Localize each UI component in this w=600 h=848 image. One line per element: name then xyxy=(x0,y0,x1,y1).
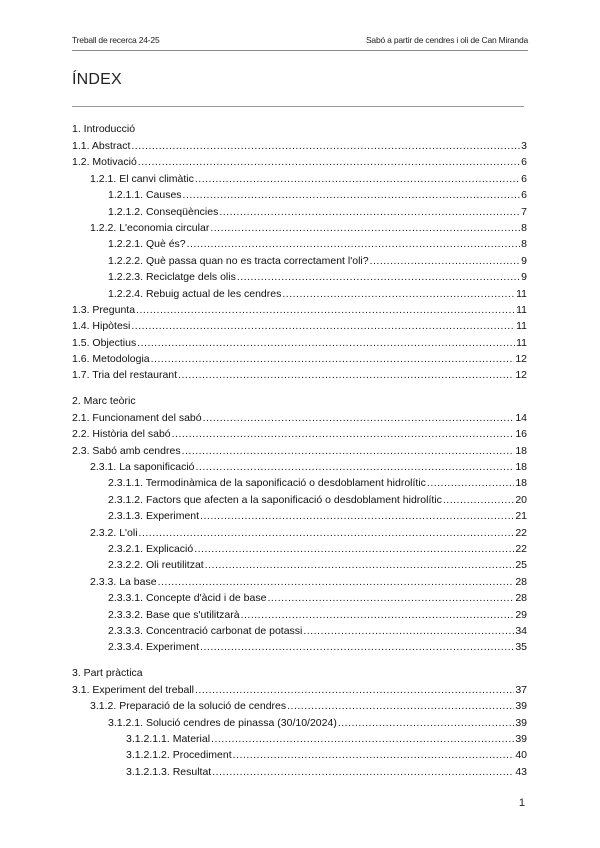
toc-entry[interactable] xyxy=(72,508,527,524)
toc-dot-leader xyxy=(233,747,515,763)
toc-entry-label: 1.2.2.4. Rebuig actual de les cendres xyxy=(108,287,282,300)
toc-entry[interactable] xyxy=(72,138,527,154)
toc-dot-leader xyxy=(138,154,520,170)
toc-entry-label: 1.2.1.1. Causes xyxy=(108,189,182,202)
toc-entry-page: 35 xyxy=(515,641,527,654)
toc-entry-label: 1.2.2. L'economia circular xyxy=(90,221,210,234)
toc-entry[interactable] xyxy=(72,286,527,302)
toc-entry-label: 2.1. Funcionament del sabó xyxy=(72,411,202,424)
toc-entry[interactable] xyxy=(72,682,527,698)
toc-entry[interactable] xyxy=(72,731,527,747)
toc-entry-page: 22 xyxy=(515,542,527,555)
page-header xyxy=(72,35,528,49)
toc-entry-label: 1.7. Tria del restaurant xyxy=(72,369,178,382)
section-spacer xyxy=(72,656,527,665)
toc-entry-label: 2.3.3.1. Concepte d'àcid i de base xyxy=(108,592,267,605)
page-number: 1 xyxy=(518,797,525,809)
toc-dot-leader xyxy=(203,410,515,426)
toc-entry[interactable] xyxy=(72,764,527,780)
toc-dot-leader xyxy=(196,459,515,475)
toc-dot-leader xyxy=(303,623,514,639)
toc-entry-label: 3.1.2.1.1. Material xyxy=(126,732,211,745)
toc-entry[interactable] xyxy=(72,187,527,203)
toc-entry-label: 1.5. Objectius xyxy=(72,336,137,349)
toc-entry-page: 25 xyxy=(515,559,527,572)
toc-entry-page: 21 xyxy=(515,510,527,523)
toc-dot-leader xyxy=(370,253,521,269)
toc-entry[interactable] xyxy=(72,607,527,623)
toc-entry[interactable] xyxy=(72,698,527,714)
toc-entry-label: 2.3.1.2. Factors que afecten a la saponificació o desdoblament hidrolític xyxy=(108,493,442,506)
toc-entry-page: 12 xyxy=(515,353,527,366)
toc-entry-page: 11 xyxy=(516,320,527,333)
toc-dot-leader xyxy=(137,335,515,351)
toc-entry-page: 28 xyxy=(515,592,527,605)
toc-entry-page: 6 xyxy=(521,189,527,202)
toc-dot-leader xyxy=(212,764,514,780)
toc-dot-leader xyxy=(172,426,515,442)
toc-dot-leader xyxy=(338,715,514,731)
toc-dot-leader xyxy=(443,492,514,508)
toc-entry[interactable] xyxy=(72,426,527,442)
toc-entry-label: 1.2.1.2. Conseqüències xyxy=(108,205,219,218)
toc-entry-label: 2.2. Història del sabó xyxy=(72,428,171,441)
toc-dot-leader xyxy=(211,731,514,747)
toc-entry[interactable] xyxy=(72,367,527,383)
toc-dot-leader xyxy=(200,508,514,524)
toc-entry-page: 20 xyxy=(515,493,527,506)
toc-dot-leader xyxy=(178,367,514,383)
toc-entry-page: 28 xyxy=(515,575,527,588)
toc-dot-leader xyxy=(200,639,514,655)
toc-entry-page: 34 xyxy=(515,624,527,637)
toc-entry-page: 9 xyxy=(521,271,527,284)
toc-entry[interactable] xyxy=(72,590,527,606)
toc-dot-leader xyxy=(183,187,521,203)
toc-entry[interactable] xyxy=(72,459,527,475)
toc-entry-page: 39 xyxy=(515,716,527,729)
toc-entry[interactable] xyxy=(72,623,527,639)
toc-entry-page: 11 xyxy=(516,303,527,316)
toc-entry-page: 18 xyxy=(515,461,527,474)
toc-entry-page: 39 xyxy=(515,700,527,713)
toc-dot-leader xyxy=(282,286,515,302)
section-spacer xyxy=(72,384,527,393)
toc-entry-label: 3.1.2. Preparació de la solució de cendres xyxy=(90,700,287,713)
toc-entry-page: 8 xyxy=(521,238,527,251)
toc-entry[interactable] xyxy=(72,443,527,459)
toc-dot-leader xyxy=(187,236,521,252)
toc-entry[interactable] xyxy=(72,318,527,334)
toc-entry-page: 18 xyxy=(515,477,527,490)
toc-entry-label: 2.3.1. La saponificació xyxy=(90,461,195,474)
toc-entry[interactable] xyxy=(72,492,527,508)
toc-entry-label: 1.3. Pregunta xyxy=(72,303,136,316)
toc-entry[interactable] xyxy=(72,335,527,351)
toc-entry-label: 1.2.2.2. Què passa quan no es tracta correctament l'oli? xyxy=(108,254,369,267)
toc-entry[interactable] xyxy=(72,171,527,187)
header-divider xyxy=(72,50,528,51)
page-title: ÍNDEX xyxy=(72,71,122,88)
toc-entry-page: 16 xyxy=(515,428,527,441)
toc-entry-label: 3.1.2.1.2. Procediment xyxy=(126,749,232,762)
toc-entry[interactable] xyxy=(72,302,527,318)
toc-entry[interactable] xyxy=(72,475,527,491)
toc-dot-leader xyxy=(151,351,515,367)
toc-entry[interactable] xyxy=(72,525,527,541)
toc-dot-leader xyxy=(194,541,514,557)
toc-entry-page: 40 xyxy=(515,749,527,762)
toc-dot-leader xyxy=(131,138,520,154)
toc-entry-label: 2.3.2. L'oli xyxy=(90,526,138,539)
toc-entry-page: 7 xyxy=(521,205,527,218)
header-left-text: Treball de recerca 24-25 xyxy=(72,35,160,45)
toc-section-heading[interactable]: 1. Introducció xyxy=(72,123,136,135)
toc-entry-page: 22 xyxy=(515,526,527,539)
toc-entry-page: 12 xyxy=(515,369,527,382)
toc-entry[interactable] xyxy=(72,410,527,426)
toc-entry-page: 11 xyxy=(516,336,527,349)
toc-entry-page: 8 xyxy=(521,221,527,234)
toc-entry-page: 37 xyxy=(515,683,527,696)
toc-entry[interactable] xyxy=(72,747,527,763)
toc-section-heading[interactable]: 2. Marc teòric xyxy=(72,394,136,407)
toc-entry-label: 3.1. Experiment del treball xyxy=(72,683,194,696)
toc-entry-page: 6 xyxy=(521,172,527,185)
toc-entry[interactable] xyxy=(72,204,527,220)
toc-entry-page: 29 xyxy=(515,608,527,621)
toc-dot-leader xyxy=(237,269,520,285)
toc-dot-leader xyxy=(158,574,515,590)
toc-entry[interactable] xyxy=(72,154,527,170)
toc-entry-label: 1.6. Metodologia xyxy=(72,353,150,366)
toc-entry-label: 3.1.2.1. Solució cendres de pinassa (30/10/2024) xyxy=(108,716,337,729)
toc-dot-leader xyxy=(136,302,515,318)
toc-entry-label: 2.3.2.2. Oli reutilitzat xyxy=(108,559,204,572)
toc-dot-leader xyxy=(131,318,515,334)
toc-dot-leader xyxy=(241,607,515,623)
toc-dot-leader xyxy=(139,525,515,541)
toc-entry[interactable] xyxy=(72,236,527,252)
toc-entry-page: 9 xyxy=(521,254,527,267)
toc-entry[interactable] xyxy=(72,557,527,573)
toc-entry[interactable] xyxy=(72,639,527,655)
toc-dot-leader xyxy=(267,590,514,606)
toc-entry[interactable] xyxy=(72,220,527,236)
toc-dot-leader xyxy=(210,220,520,236)
toc-entry[interactable] xyxy=(72,574,527,590)
toc-entry-label: 1.1. Abstract xyxy=(72,140,131,152)
toc-dot-leader xyxy=(195,171,520,187)
toc-dot-leader xyxy=(427,475,514,491)
toc-entry-page: 43 xyxy=(515,765,527,778)
header-right-text: Sabó a partir de cendres i oli de Can Miranda xyxy=(365,35,528,45)
toc-entry-page: 39 xyxy=(515,732,527,745)
toc-dot-leader xyxy=(195,682,514,698)
toc-dot-leader xyxy=(287,698,514,714)
toc-entry-label: 2.3.3.4. Experiment xyxy=(108,641,200,654)
toc-dot-leader xyxy=(182,443,515,459)
toc-entry-label: 1.2.2.1. Què és? xyxy=(108,238,186,251)
toc-entry-page: 11 xyxy=(516,287,527,300)
toc-entry[interactable] xyxy=(72,253,527,269)
title-divider xyxy=(72,106,524,107)
toc-entry[interactable] xyxy=(72,541,527,557)
toc-entry-label: 2.3.3. La base xyxy=(90,575,157,588)
toc-dot-leader xyxy=(205,557,515,573)
toc-entry-label: 1.4. Hipòtesi xyxy=(72,320,131,333)
toc-entry-label: 2.3.1.1. Termodinàmica de la saponificació o desdoblament hidrolític xyxy=(108,477,426,490)
table-of-contents xyxy=(72,121,527,780)
toc-entry-label: 2.3.3.2. Base que s'utilitzarà xyxy=(108,608,240,621)
toc-entry-label: 2.3.1.3. Experiment xyxy=(108,510,200,523)
toc-entry-label: 2.3. Sabó amb cendres xyxy=(72,444,181,457)
toc-entry-label: 1.2.2.3. Reciclatge dels olis xyxy=(108,271,236,284)
toc-entry-label: 2.3.3.3. Concentració carbonat de potassi xyxy=(108,624,303,637)
toc-entry[interactable] xyxy=(72,351,527,367)
toc-entry-page: 14 xyxy=(515,411,527,424)
toc-entry-label: 2.3.2.1. Explicació xyxy=(108,542,194,555)
toc-entry-page: 18 xyxy=(515,444,527,457)
toc-dot-leader xyxy=(219,204,520,220)
toc-section-heading[interactable]: 3. Part pràctica xyxy=(72,666,143,679)
toc-entry-page: 6 xyxy=(521,156,527,169)
toc-entry[interactable] xyxy=(72,269,527,285)
toc-entry[interactable] xyxy=(72,715,527,731)
toc-entry-label: 1.2. Motivació xyxy=(72,156,137,169)
toc-entry-label: 3.1.2.1.3. Resultat xyxy=(126,765,212,778)
toc-entry-label: 1.2.1. El canvi climàtic xyxy=(90,172,194,185)
toc-entry-page: 3 xyxy=(521,140,527,152)
